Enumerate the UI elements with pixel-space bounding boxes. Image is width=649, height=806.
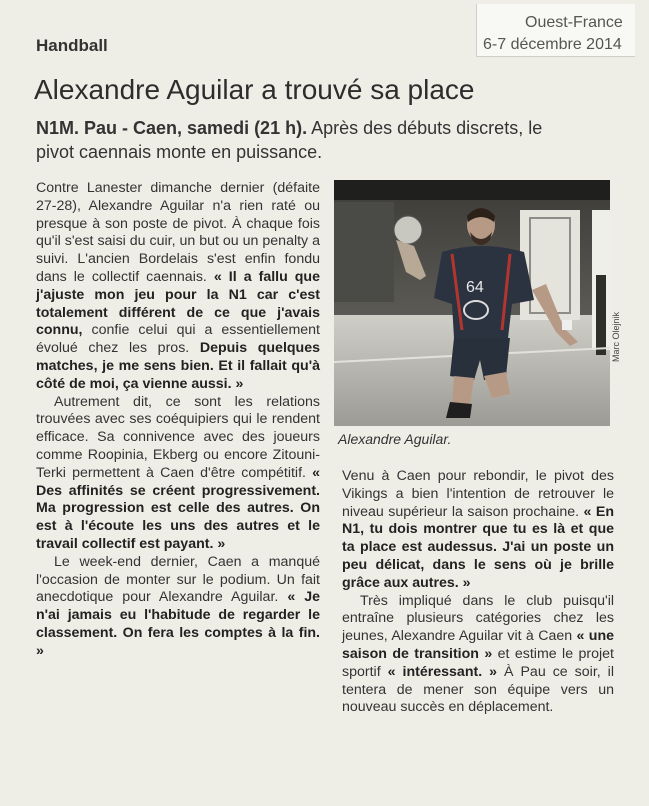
dek-match-info: N1M. Pau - Caen, samedi (21 h). [36,118,308,138]
jersey-number: 64 [466,279,484,296]
source-label [476,4,635,57]
column-right [342,468,614,717]
paragraph-1: Contre Lanester dimanche dernier (défaite 27-28), Alexandre Aguilar n'a rien raté ou presque à son poste de pivot. À chaque fois qu'il s'est saisi du cuir, un but ou un penalty a suivi. L'ancien Bordelais s'est enfin fondu dans le collectif caennais. « Il a fallu que j'ajuste mon jeu pour la N1 car c'est totalement différent de ce que j'avais connu, confie celui qui a essentiellement évolué chez les pros. Depuis quelques matches, je me sens bien. Et il fallait qu'à côté de moi, ça vienne aussi. » [36,180,320,392]
photo-caption: Alexandre Aguilar. [338,431,452,447]
paragraph-2: Autrement dit, ce sont les relations trouvées avec ses coéquipiers qui le rendent efficace. Sa connivence avec des joueurs comme Roopinia, Ekberg ou encore Zitouni-Terki permettent à Caen d'être compétitif. « Des affinités se créent progressivement. Ma progression est celle des autres. On est à l'écoute les uns des autres et le travail collectif est payant. » [36,393,320,552]
column-left [36,180,320,661]
section-rubric: Handball [36,36,108,55]
article-headline: Alexandre Aguilar a trouvé sa place [34,74,475,105]
newspaper-name: Ouest-France [525,14,623,31]
paragraph-3: Le week-end dernier, Caen a manqué l'occasion de monter sur le podium. Un fait anecdotique pour Alexandre Aguilar. « Je n'ai jamais eu l'habitude de regarder le classement. On fera les comptes à la fin. » [36,553,321,659]
paragraph-5: Très impliqué dans le club puisqu'il entraîne plusieurs catégories chez les jeunes, Alexandre Aguilar vit à Caen « une saison de transition » et estime le projet sportif « intéressant. » À Pau ce soir, il tentera de mener son équipe vers un nouveau succès en déplacement. [342,592,614,716]
paragraph-4: Venu à Caen pour rebondir, le pivot des Vikings a bien l'intention de retrouver le niveau supérieur la saison prochaine. « En N1, tu dois montrer que tu es là et que ta place est audessus. J'ai un poste un peu délicat, dans le sens où je brille grâce aux autres. » [342,468,615,591]
photo-credit: Marc Olejnik [611,311,621,362]
publication-date: 6-7 décembre 2014 [483,36,622,53]
player-photo [334,180,610,426]
handball-player-illustration [334,180,610,426]
article-dek [36,116,576,164]
dek-summary: Après des débuts discrets, le pivot caennais monte en puissance. [36,118,543,162]
